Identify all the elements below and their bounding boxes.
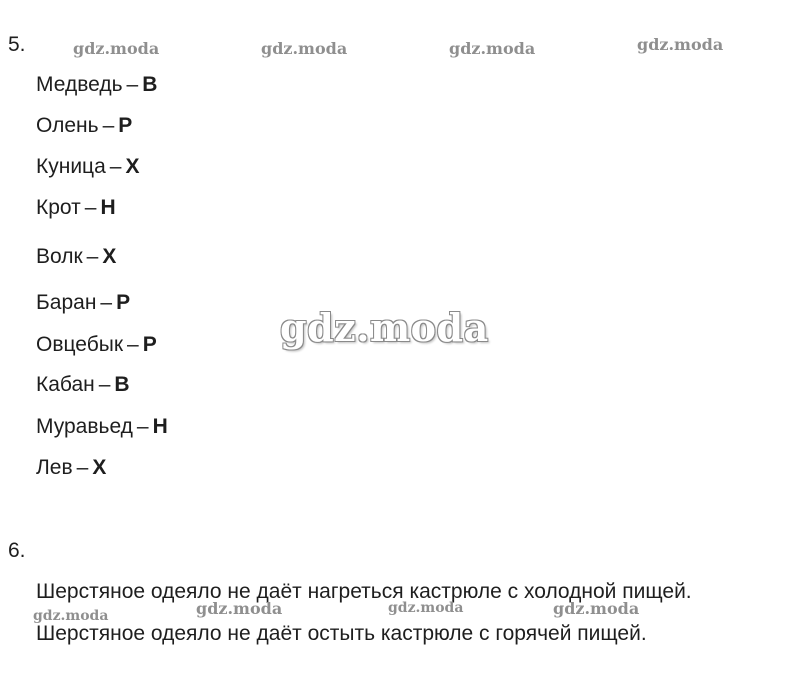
- dash: –: [102, 114, 115, 137]
- list-item: [36, 196, 116, 220]
- animal-name: Кабан: [36, 373, 95, 396]
- dash: –: [98, 373, 111, 396]
- watermark: gdz.moda: [637, 35, 724, 54]
- animal-name: Медведь: [36, 73, 123, 96]
- list-item: [36, 73, 157, 97]
- watermark: gdz.moda: [449, 39, 536, 58]
- dash: –: [100, 291, 113, 314]
- list-item: [36, 373, 130, 397]
- answer-letter: Х: [102, 245, 117, 268]
- watermark: gdz.moda: [196, 599, 283, 618]
- list-item: [36, 291, 130, 315]
- watermark-center: gdz.moda: [280, 305, 489, 350]
- answer-letter: Р: [116, 291, 131, 314]
- watermark: gdz.moda: [553, 599, 640, 618]
- list-item: [36, 155, 139, 179]
- dash: –: [84, 196, 97, 219]
- list-item: [36, 114, 132, 138]
- answer-letter: Х: [92, 456, 107, 479]
- answer-letter: Н: [100, 196, 116, 219]
- watermark: gdz.moda: [261, 39, 348, 58]
- watermark: gdz.moda: [33, 608, 109, 624]
- watermark: gdz.moda: [388, 600, 464, 616]
- list-item: [36, 333, 157, 357]
- list-item: [36, 456, 106, 480]
- dash: –: [126, 73, 139, 96]
- answer-letter: В: [142, 73, 158, 96]
- dash: –: [109, 155, 122, 178]
- animal-name: Баран: [36, 291, 97, 314]
- dash: –: [76, 456, 89, 479]
- list-item: [36, 415, 168, 439]
- animal-name: Крот: [36, 196, 81, 219]
- answer-letter: Р: [142, 333, 157, 356]
- answer-letter: Х: [125, 155, 140, 178]
- answer-sentence: Шерстяное одеяло не даёт остыть кастрюле с горячей пищей.: [36, 622, 647, 645]
- list-item: [36, 245, 116, 269]
- dash: –: [127, 333, 139, 356]
- task-5-number: 5.: [8, 33, 26, 56]
- animal-name: Олень: [36, 114, 99, 137]
- watermark: gdz.moda: [73, 39, 160, 58]
- animal-name: Волк: [36, 245, 83, 268]
- dash: –: [136, 415, 149, 438]
- animal-name: Муравьед: [36, 415, 133, 438]
- answer-letter: Р: [118, 114, 133, 137]
- task-6-number: 6.: [8, 539, 26, 562]
- animal-name: Лев: [36, 456, 73, 479]
- animal-name: Куница: [36, 155, 106, 178]
- animal-name: Овцебык: [36, 333, 124, 356]
- answer-sentence: Шерстяное одеяло не даёт нагреться кастрюле с холодной пищей.: [36, 580, 692, 603]
- answer-letter: Н: [152, 415, 168, 438]
- dash: –: [86, 245, 99, 268]
- answer-letter: В: [114, 373, 130, 396]
